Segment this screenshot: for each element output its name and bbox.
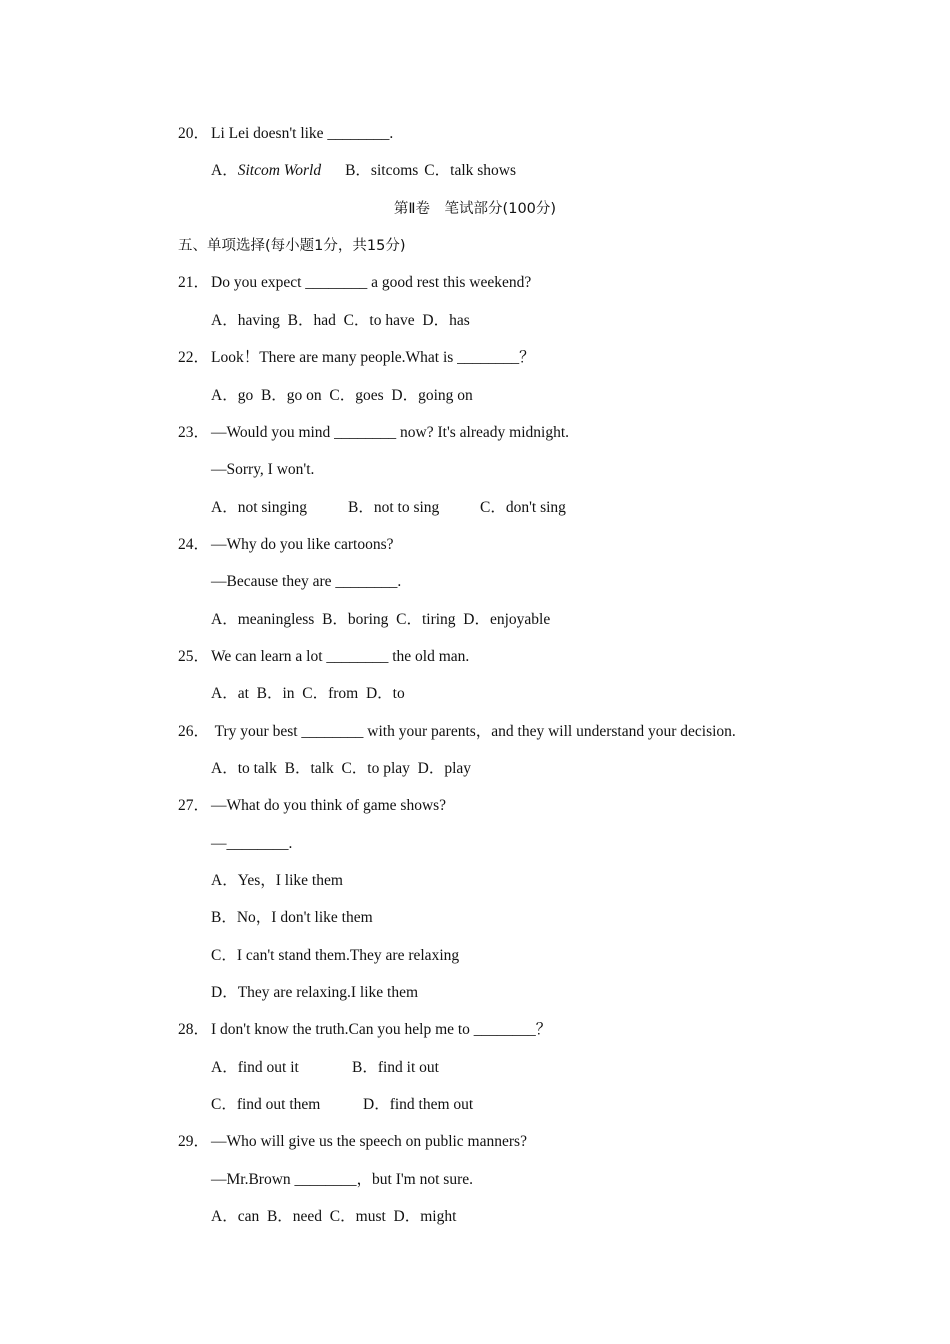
question-27-option-c: C．I can't stand them.They are relaxing: [211, 947, 460, 964]
question-29: [178, 1132, 527, 1152]
question-number: 29．: [178, 1133, 210, 1150]
question-20: [178, 124, 393, 144]
question-text: —Why do you like cartoons?: [211, 536, 394, 553]
question-27-option-d: D．They are relaxing.I like them: [211, 984, 419, 1001]
question-number: 22．: [178, 349, 210, 366]
question-28-options-row1: [211, 1058, 439, 1078]
question-23-reply: —Sorry, I won't.: [211, 461, 315, 478]
option-a: A．find out it: [211, 1059, 299, 1076]
question-26-options: A．to talk B．talk C．to play D．play: [211, 760, 472, 777]
question-26: [178, 722, 736, 742]
question-28-options-row2: [211, 1095, 473, 1115]
option-a: A．not singing: [211, 499, 308, 516]
question-number: 27．: [178, 797, 210, 814]
question-22-options: A．go B．go on C．goes D．going on: [211, 387, 473, 404]
question-text: —Would you mind ________ now? It's already midnight.: [211, 424, 570, 441]
question-27-option-b: B．No，I don't like them: [211, 909, 373, 926]
option-letter-a: A．: [211, 162, 238, 179]
question-number: 23．: [178, 424, 210, 441]
question-number: 20．: [178, 125, 210, 142]
question-number: 21．: [178, 274, 210, 291]
question-text: I don't know the truth.Can you help me to ________？: [211, 1021, 552, 1038]
question-20-options: [211, 161, 516, 181]
question-21: [178, 273, 531, 293]
section-5-title: 五、单项选择(每小题1分，共15分): [178, 238, 406, 254]
question-27-option-a: A．Yes，I like them: [211, 872, 343, 889]
option-b: B．not to sing: [348, 499, 440, 516]
option-b: B．find it out: [352, 1059, 439, 1076]
question-24: [178, 535, 394, 555]
question-number: 26．: [178, 723, 210, 740]
question-25: [178, 647, 469, 667]
option-d: D．find them out: [363, 1096, 474, 1113]
question-24-reply: —Because they are ________.: [211, 573, 402, 590]
question-number: 24．: [178, 536, 210, 553]
question-21-options: A．having B．had C．to have D．has: [211, 312, 470, 329]
question-number: 25．: [178, 648, 210, 665]
option-c: C．find out them: [211, 1096, 321, 1113]
question-28: [178, 1020, 551, 1040]
question-text: —What do you think of game shows?: [211, 797, 447, 814]
question-29-reply: —Mr.Brown ________，but I'm not sure.: [211, 1171, 473, 1188]
question-27-reply: —________.: [211, 835, 293, 852]
option-a-text: Sitcom World: [237, 162, 322, 179]
question-number: 28．: [178, 1021, 210, 1038]
option-c: C．don't sing: [480, 499, 566, 516]
question-text: Do you expect ________ a good rest this weekend?: [211, 274, 532, 291]
question-text: —Who will give us the speech on public manners?: [211, 1133, 527, 1150]
question-25-options: A．at B．in C．from D．to: [211, 685, 405, 702]
question-text: Look！There are many people.What is ________？: [211, 349, 535, 366]
option-b: B．sitcoms: [345, 162, 419, 179]
question-27: [178, 796, 446, 816]
question-text: Try your best ________ with your parents，and they will understand your decision.: [211, 723, 736, 740]
question-29-options: A．can B．need C．must D．might: [211, 1208, 457, 1225]
question-22: [178, 348, 535, 368]
part-2-title: 第Ⅱ卷 笔试部分(100分): [393, 201, 557, 217]
question-23-options: [211, 498, 566, 518]
question-24-options: A．meaningless B．boring C．tiring D．enjoyable: [211, 611, 551, 628]
question-text: Li Lei doesn't like ________.: [211, 125, 394, 142]
question-23: [178, 423, 569, 443]
question-text: We can learn a lot ________ the old man.: [211, 648, 470, 665]
option-c: C．talk shows: [424, 162, 517, 179]
